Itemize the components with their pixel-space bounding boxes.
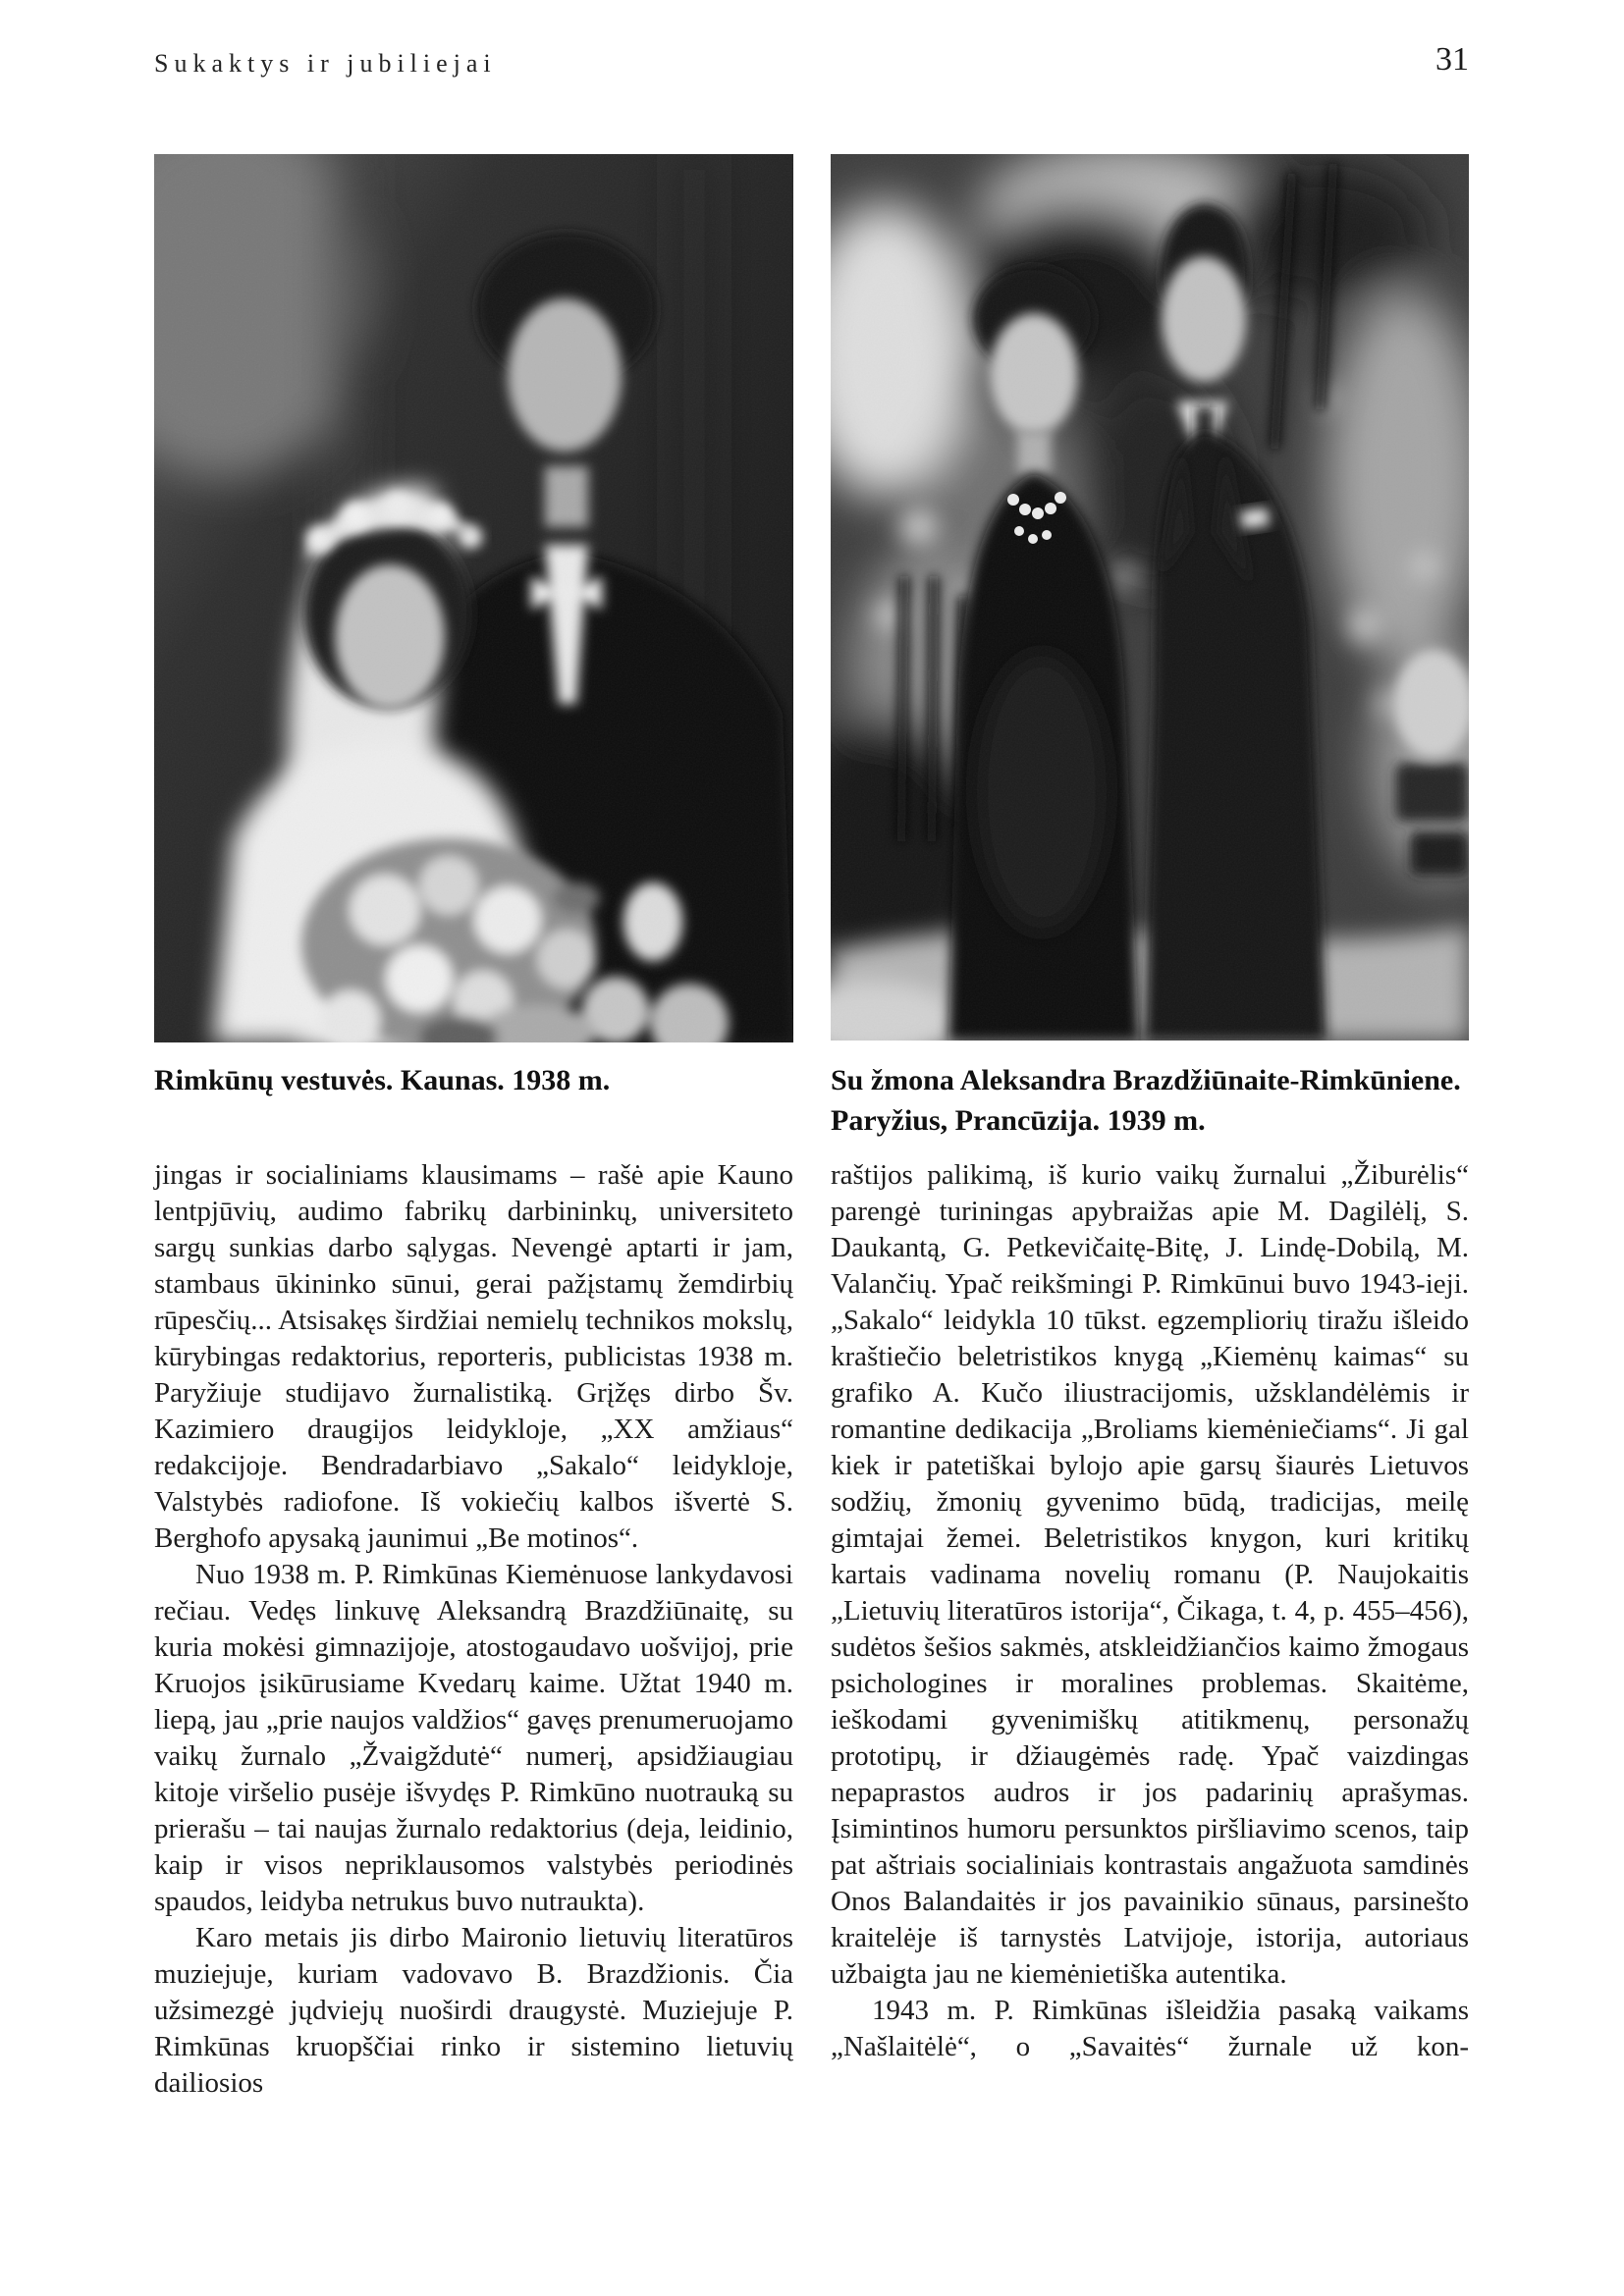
caption-line-2: Paryžius, Prancūzija. 1939 m. [831, 1104, 1206, 1137]
paragraph: jingas ir socialiniams klausimams – rašė apie Kauno lentpjūvių, audimo fabrikų darbininkų, universiteto sargų sunkias darbo sąlygas. Nevengė aptarti ir jam, stambaus ūkininko sūnui, gerai pažįstamų žemdirbių rūpesčių... Atsisakęs širdžiai nemielų technikos mokslų, kūrybingas redaktorius, reporteris, publicistas 1938 m. Paryžiuje studijavo žurnalistiką. Grįžęs dirbo Šv. Kazimiero draugijos leidykloje, „XX amžiaus“ redakcijoje. Bendradarbiavo „Sakalo“ leidykloje, Valstybės radiofone. Iš vokiečių kalbos išvertė S. Berghofo apysaką jaunimui „Be motinos“. [154, 1159, 793, 1554]
couple-photo-illustration [831, 154, 1469, 1041]
text-column-left [154, 1157, 793, 2102]
text-column-right [831, 1157, 1469, 2065]
caption-text: Rimkūnų vestuvės. Kaunas. 1938 m. [154, 1064, 611, 1096]
wedding-photo-caption [154, 1060, 793, 1100]
page-number: 31 [1435, 41, 1469, 78]
paragraph: Nuo 1938 m. P. Rimkūnas Kiemėnuose lankydavosi rečiau. Vedęs linkuvę Aleksandrą Brazdžiūnaitę, su kuria mokėsi gimnazijoje, atostogaudavo uošvijoj, prie Kruojos įsikūrusiame Kvedarų kaime. Užtat 1940 m. liepą, jau „prie naujos valdžios“ gavęs prenumeruojamo vaikų žurnalo „Žvaigždutė“ numerį, apsidžiaugiau kitoje viršelio pusėje išvydęs P. Rimkūno nuotrauką su prierašu – tai naujas žurnalo redaktorius (deja, leidinio, kaip ir visos nepriklausomos valstybės periodinės spaudos, leidyba netrukus buvo nutraukta). [154, 1559, 793, 1917]
paragraph: Karo metais jis dirbo Maironio lietuvių literatūros muziejuje, kuriam vadovavo B. Brazdžionis. Čia užsimezgė jųdviejų nuoširdi draugystė. Muziejuje P. Rimkūnas kruopščiai rinko ir sistemino lietuvių dailiosios [154, 1922, 793, 2099]
paragraph: raštijos palikimą, iš kurio vaikų žurnalui „Žiburėlis“ parengė turiningas apybraižas apie M. Dagilėlį, S. Daukantą, G. Petkevičaitę-Bitę, J. Lindę-Dobilą, M. Valančių. Ypač reikšmingi P. Rimkūnui buvo 1943-ieji. „Sakalo“ leidykla 10 tūkst. egzempliorių tiražu išleido kraštiečio beletristikos knygą „Kiemėnų kaimas“ su grafiko A. Kučo iliustracijomis, užsklandėlėmis ir romantine dedikacija „Broliams kiemėniečiams“. Ji gal kiek ir patetiškai bylojo apie garsų šiaurės Lietuvos sodžių, žmonių gyvenimo būdą, tradicijas, meilę gimtajai žemei. Beletristikos knygon, kuri kritikų kartais vadinama novelių romanu (P. Naujokaitis „Lietuvių literatūros istorija“, Čikaga, t. 4, p. 455–456), sudėtos šešios sakmės, atskleidžiančios kaimo žmogaus psichologines ir moralines problemas. Skaitėme, ieškodami gyvenimiškų atitikmenų, personažų prototipų, ir džiaugėmės radę. Ypač vaizdingas nepaprastos audros ir jos padarinių aprašymas. Įsimintinos humoru persunktos piršliavimo scenos, taip pat aštriais socialiniais kontrastais angažuota samdinės Onos Balandaitės ir jos pavainikio sūnaus, parsinešto kraitelėje iš tarnystės Latvijoje, istorija, autoriaus užbaigta jau ne kiemėnietiška autentika. [831, 1159, 1469, 1990]
wedding-photo-illustration [154, 154, 793, 1042]
running-header-title: Sukaktys ir jubiliejai [154, 49, 497, 78]
caption-line-1: Su žmona Aleksandra Brazdžiūnaite-Rimkūniene. [831, 1064, 1461, 1096]
wedding-photo [154, 154, 793, 1042]
couple-photo-caption [831, 1060, 1469, 1141]
paragraph: 1943 m. P. Rimkūnas išleidžia pasaką vaikams „Našlaitėlė“, o „Savaitės“ žurnale už kon- [831, 1995, 1469, 2062]
couple-photo [831, 154, 1469, 1041]
